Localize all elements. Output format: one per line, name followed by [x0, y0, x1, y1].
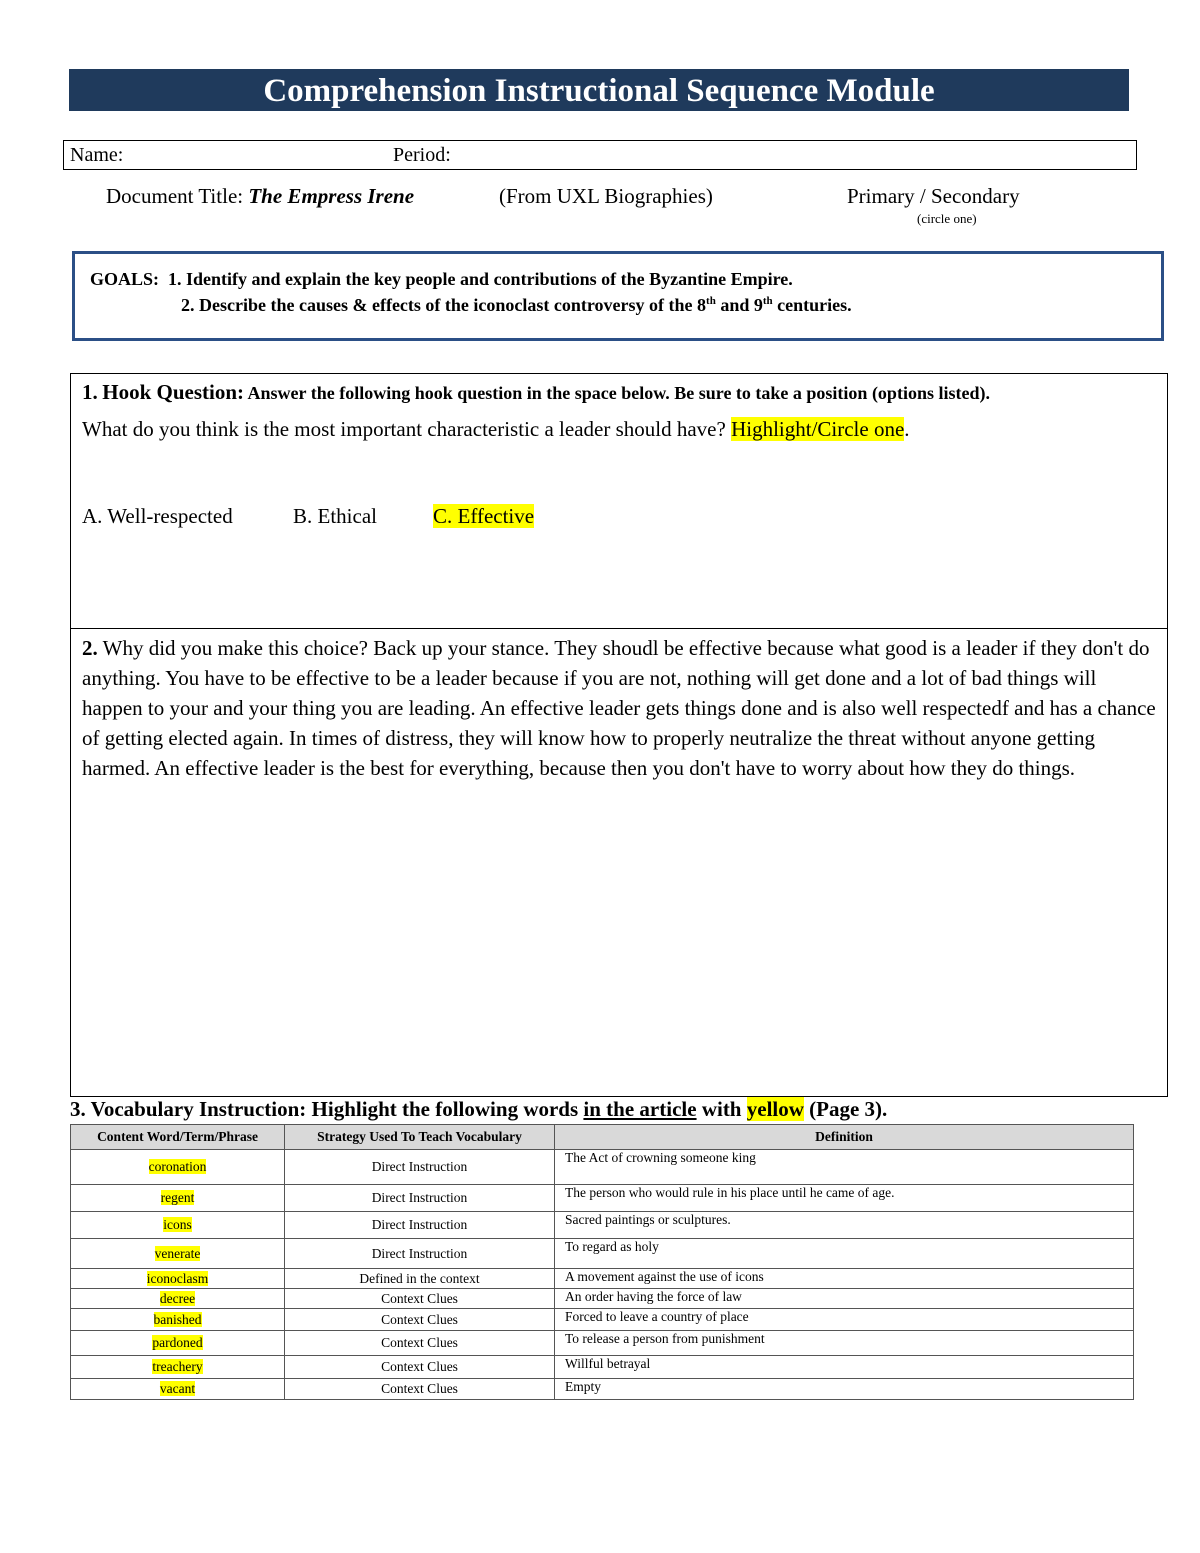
goal-1 [90, 269, 793, 290]
vocab-definition: A movement against the use of icons [555, 1269, 1134, 1289]
page-title: Comprehension Instructional Sequence Module [69, 69, 1129, 111]
goal-2-sup-2: th [762, 295, 773, 307]
table-row [71, 1289, 1134, 1309]
option-b: B. Ethical [293, 504, 377, 528]
vocab-word-cell [71, 1150, 285, 1185]
option-c-selected: C. Effective [433, 504, 535, 528]
table-row [71, 1185, 1134, 1212]
vocab-word-cell [71, 1331, 285, 1356]
goals-label: GOALS: [90, 269, 160, 289]
vocab-strategy: Direct Instruction [285, 1212, 555, 1239]
goal-2-sup-1: th [706, 295, 716, 307]
vocab-number: 3. [70, 1097, 86, 1121]
goals-box [72, 251, 1164, 341]
vocab-word: treachery [152, 1359, 203, 1374]
option-c [433, 504, 534, 529]
why-number: 2. [82, 636, 98, 660]
vocab-header-row [71, 1125, 1134, 1150]
vocab-definition: To regard as holy [555, 1239, 1134, 1269]
vocab-strategy: Context Clues [285, 1309, 555, 1331]
vocab-word: iconoclasm [146, 1270, 209, 1286]
vocab-strategy: Context Clues [285, 1289, 555, 1309]
vocab-word: banished [153, 1311, 202, 1327]
table-row [71, 1239, 1134, 1269]
primary-secondary-text: Primary / Secondary [847, 184, 1020, 208]
vocab-strategy: Context Clues [285, 1379, 555, 1400]
col-header-strategy: Strategy Used To Teach Vocabulary [285, 1125, 555, 1150]
vocab-word: venerate [154, 1245, 201, 1261]
vocab-word: icons [163, 1217, 192, 1232]
hook-question-box [70, 373, 1168, 629]
vocab-word-cell [71, 1379, 285, 1400]
why-answer [82, 633, 1160, 783]
vocab-definition: Sacred paintings or sculptures. [555, 1212, 1134, 1239]
vocab-strategy: Direct Instruction [285, 1150, 555, 1185]
question-period: . [904, 417, 910, 441]
vocab-definition: Forced to leave a country of place [555, 1309, 1134, 1331]
why-answer-box [70, 628, 1168, 1097]
name-period-row [63, 140, 1137, 170]
vocab-strategy: Context Clues [285, 1331, 555, 1356]
vocab-instr-5: (Page 3). [809, 1097, 888, 1121]
table-row [71, 1212, 1134, 1239]
source-text: (From UXL Biographies) [499, 184, 713, 208]
goal-2 [181, 295, 852, 316]
goal-2-text-2: and 9 [715, 295, 763, 315]
vocab-strategy: Direct Instruction [285, 1185, 555, 1212]
vocab-definition: To release a person from punishment [555, 1331, 1134, 1356]
goal-2-text-3: centuries. [772, 295, 852, 315]
vocab-word-cell [71, 1289, 285, 1309]
vocab-definition: The person who would rule in his place until he came of age. [555, 1185, 1134, 1212]
table-row [71, 1331, 1134, 1356]
vocab-instr-4: yellow [746, 1097, 804, 1121]
table-row [71, 1309, 1134, 1331]
option-a: A. Well-respected [82, 504, 233, 528]
vocab-word-cell [71, 1309, 285, 1331]
vocab-definition: Empty [555, 1379, 1134, 1400]
table-row [71, 1356, 1134, 1379]
goal-1-text: 1. Identify and explain the key people and contributions of the Byzantine Empire. [168, 269, 793, 289]
table-row [71, 1150, 1134, 1185]
vocab-word: vacant [159, 1381, 196, 1396]
document-title-value: The Empress Irene [248, 184, 415, 208]
vocab-strategy: Defined in the context [285, 1269, 555, 1289]
col-header-word: Content Word/Term/Phrase [71, 1125, 285, 1150]
vocab-table [70, 1124, 1134, 1400]
goal-2-text: 2. Describe the causes & effects of the iconoclast controversy of the 8 [181, 295, 707, 315]
hook-number: 1. [82, 380, 98, 404]
vocab-word-cell [71, 1212, 285, 1239]
hook-title: Hook Question: [102, 380, 245, 404]
table-row [71, 1379, 1134, 1400]
vocab-definition: An order having the force of law [555, 1289, 1134, 1309]
period-label: Period: [393, 144, 451, 166]
vocab-definition: The Act of crowning someone king [555, 1150, 1134, 1185]
vocab-definition: Willful betrayal [555, 1356, 1134, 1379]
circle-one-note: (circle one) [917, 211, 977, 226]
vocab-word: pardoned [152, 1335, 203, 1350]
document-title-row [106, 184, 414, 209]
vocab-title: Vocabulary Instruction: [90, 1097, 307, 1121]
hook-question [82, 417, 910, 442]
vocab-word: coronation [148, 1159, 207, 1174]
vocab-word-cell [71, 1185, 285, 1212]
name-label: Name: [70, 144, 124, 166]
vocab-instr-2: in the article [583, 1097, 697, 1121]
vocab-strategy: Direct Instruction [285, 1239, 555, 1269]
col-header-definition: Definition [555, 1125, 1134, 1150]
hook-question-text: What do you think is the most important characteristic a leader should have? [82, 417, 726, 441]
vocab-word-cell [71, 1239, 285, 1269]
vocab-word: decree [159, 1290, 196, 1306]
vocab-word: regent [160, 1190, 195, 1205]
vocab-instr-1: Highlight the following words [311, 1097, 579, 1121]
why-answer-text: Why did you make this choice? Back up your stance. They shoudl be effective because what good is a leader if they don't do anything. You have to be effective to be a leader because if you are not, nothing will get done and a lot of bad things will happen to your and your thing you are leading. An effective leader gets things done and is also well respectedf and has a chance of getting elected again. In times of distress, they will know how to properly neutralize the threat without anyone getting harmed. An effective leader is the best for everything, because then you don't have to worry about how they do things. [82, 636, 1156, 780]
hook-instruction: Answer the following hook question in the space below. Be sure to take a position (options listed). [247, 383, 990, 403]
table-row [71, 1269, 1134, 1289]
vocab-instr-3: with [701, 1097, 742, 1121]
hook-heading [82, 380, 990, 405]
highlight-prompt: Highlight/Circle one [731, 417, 905, 441]
vocab-strategy: Context Clues [285, 1356, 555, 1379]
vocab-word-cell [71, 1356, 285, 1379]
document-title-label: Document Title: [106, 184, 244, 208]
vocab-heading [70, 1097, 887, 1122]
vocab-word-cell [71, 1269, 285, 1289]
